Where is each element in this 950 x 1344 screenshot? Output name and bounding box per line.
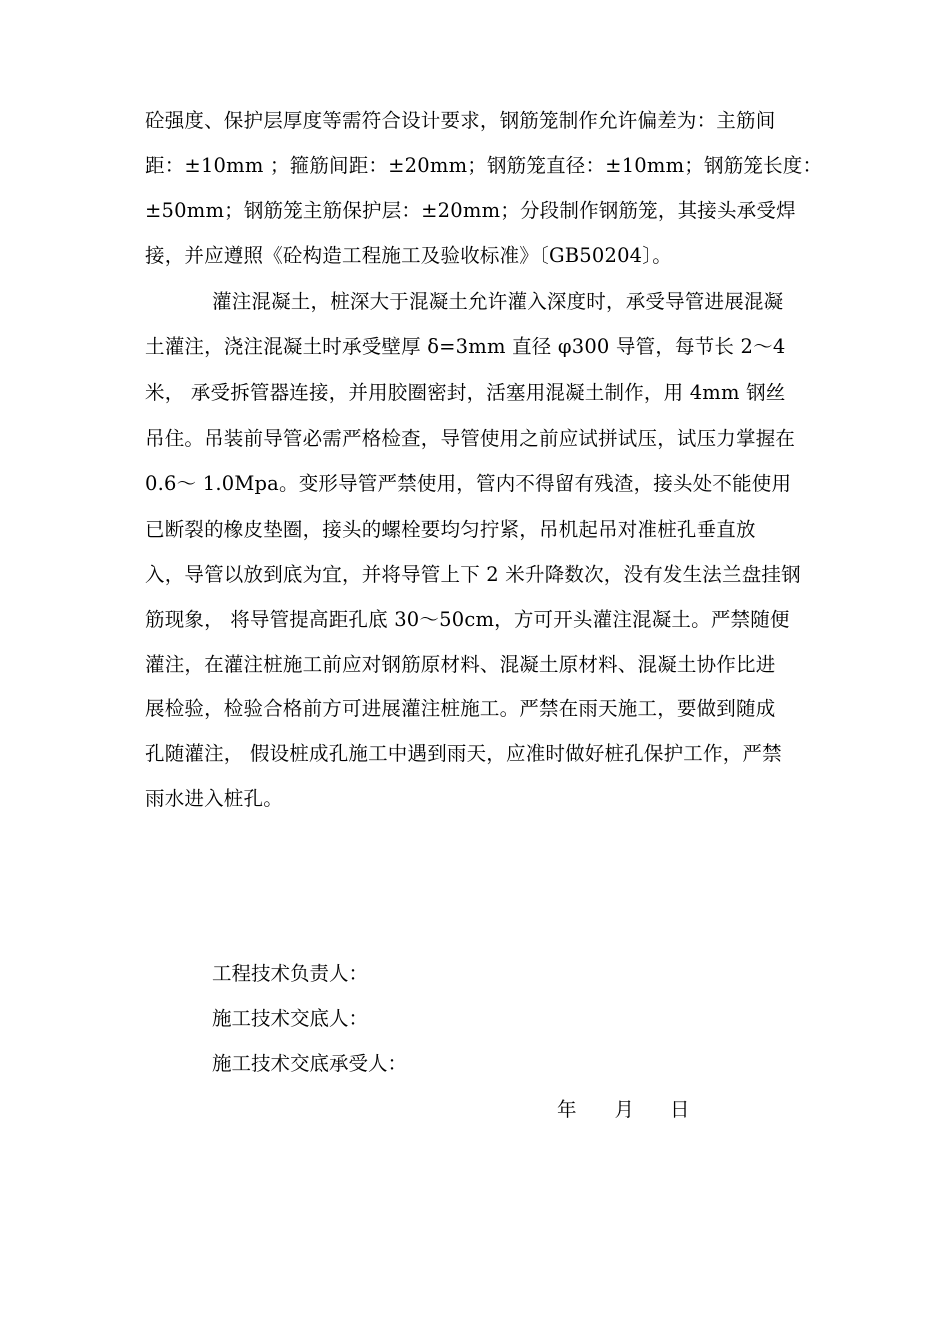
paragraph-line: ±50mm；钢筋笼主筋保护层：±20mm；分段制作钢筋笼，其接头承受焊 <box>145 199 796 222</box>
briefing-giver-label: 施工技术交底人： <box>212 1007 369 1030</box>
briefing-receiver-label: 施工技术交底承受人： <box>212 1052 408 1075</box>
paragraph-line: 已断裂的橡皮垫圈，接头的螺栓要均匀拧紧，吊机起吊对准桩孔垂直放 <box>145 518 756 541</box>
paragraph-line: 土灌注，浇注混凝土时承受壁厚 δ=3mm 直径 φ300 导管，每节长 2～4 <box>145 335 786 358</box>
paragraph-line: 筋现象， 将导管提高距孔底 30～50cm，方可开头灌注混凝土。严禁随便 <box>145 608 790 631</box>
project-tech-lead-label: 工程技术负责人： <box>212 962 369 985</box>
date-year: 年 <box>557 1098 577 1121</box>
paragraph-line: 砼强度、保护层厚度等需符合设计要求，钢筋笼制作允许偏差为：主筋间 <box>145 109 776 132</box>
paragraph-line: 雨水进入桩孔。 <box>145 787 283 810</box>
paragraph-line: 灌注混凝土，桩深大于混凝土允许灌入深度时，承受导管进展混凝 <box>212 290 784 313</box>
paragraph-line: 灌注，在灌注桩施工前应对钢筋原材料、混凝土原材料、混凝土协作比进 <box>145 653 776 676</box>
paragraph-line: 米， 承受拆管器连接，并用胶圈密封，活塞用混凝土制作，用 4mm 钢丝 <box>145 381 786 404</box>
paragraph-line: 展检验，检验合格前方可进展灌注桩施工。严禁在雨天施工，要做到随成 <box>145 697 776 720</box>
date-day: 日 <box>670 1098 690 1121</box>
paragraph-line: 吊住。吊装前导管必需严格检查，导管使用之前应试拼试压，试压力掌握在 <box>145 427 796 450</box>
date-line <box>557 1098 690 1122</box>
paragraph-line: 入，导管以放到底为宜，并将导管上下 2 米升降数次，没有发生法兰盘挂钢 <box>145 563 801 586</box>
paragraph-line: 孔随灌注， 假设桩成孔施工中遇到雨天，应准时做好桩孔保护工作，严禁 <box>145 742 782 765</box>
paragraph-line: 0.6～ 1.0Mpa。变形导管严禁使用，管内不得留有残渣，接头处不能使用 <box>145 472 792 495</box>
paragraph-line: 距：±10mm ；箍筋间距：±20mm；钢筋笼直径：±10mm；钢筋笼长度： <box>145 154 823 177</box>
date-month: 月 <box>614 1098 635 1121</box>
paragraph-line: 接，并应遵照《砼构造工程施工及验收标准》〔GB50204〕。 <box>145 244 672 267</box>
